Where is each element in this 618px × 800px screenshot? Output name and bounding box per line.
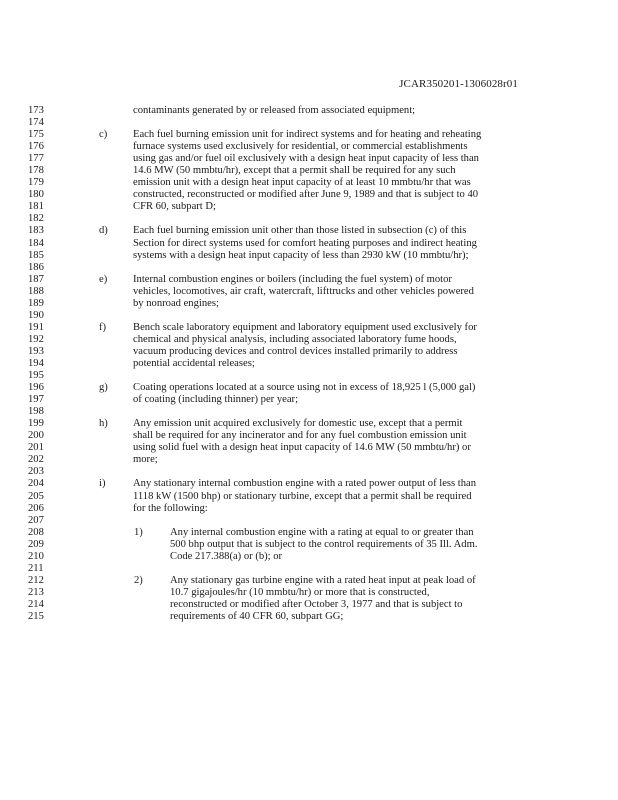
document-line <box>0 165 618 177</box>
document-line <box>0 117 618 129</box>
subsection-label: c) <box>99 129 108 141</box>
document-line <box>0 563 618 575</box>
line-number: 210 <box>28 550 44 562</box>
line-text: using gas and/or fuel oil exclusively with a design heat input capacity of less than <box>133 153 479 165</box>
document-line <box>0 286 618 298</box>
line-number: 194 <box>28 357 44 369</box>
document-line <box>0 262 618 274</box>
line-text: emission unit with a design heat input capacity of at least 10 mmbtu/hr that was <box>133 177 471 189</box>
document-line <box>0 430 618 442</box>
document-line <box>0 454 618 466</box>
document-line <box>0 238 618 250</box>
line-number: 178 <box>28 165 44 177</box>
line-text: vacuum producing devices and control devices installed primarily to address <box>133 345 458 357</box>
line-text: of coating (including thinner) per year; <box>133 394 299 406</box>
document-line <box>0 575 618 587</box>
document-line <box>0 406 618 418</box>
line-number: 182 <box>28 213 44 225</box>
document-line <box>0 442 618 454</box>
line-number: 177 <box>28 153 44 165</box>
document-line <box>0 539 618 551</box>
document-line <box>0 611 618 623</box>
line-text: constructed, reconstructed or modified after June 9, 1989 and that is subject to 40 <box>133 189 479 201</box>
subsection-label: d) <box>99 225 108 237</box>
document-line <box>0 418 618 430</box>
line-number: 212 <box>28 574 44 586</box>
line-number: 189 <box>28 297 44 309</box>
line-text: CFR 60, subpart D; <box>133 201 216 213</box>
line-number: 195 <box>28 370 44 382</box>
line-text: contaminants generated by or released from associated equipment; <box>133 105 416 116</box>
line-number: 192 <box>28 333 44 345</box>
subsection-label: h) <box>99 418 108 430</box>
line-number: 206 <box>28 502 44 514</box>
line-text: using solid fuel with a design heat input capacity of 14.6 MW (50 mmbtu/hr) or <box>133 442 471 454</box>
line-number: 214 <box>28 598 44 610</box>
line-number: 207 <box>28 514 44 526</box>
document-line <box>0 129 618 141</box>
line-number: 196 <box>28 382 44 394</box>
subsection-label: 2) <box>134 574 143 586</box>
document-line <box>0 515 618 527</box>
line-text: reconstructed or modified after October 3, 1977 and that is subject to <box>170 598 463 610</box>
line-number: 173 <box>28 105 44 116</box>
line-number: 209 <box>28 538 44 550</box>
document-line <box>0 250 618 262</box>
line-number: 174 <box>28 117 44 129</box>
document-line <box>0 466 618 478</box>
document-line <box>0 587 618 599</box>
document-line <box>0 346 618 358</box>
document-line <box>0 394 618 406</box>
line-text: Each fuel burning emission unit other than those listed in subsection (c) of this <box>133 225 467 237</box>
line-number: 200 <box>28 430 44 442</box>
line-number: 204 <box>28 478 44 490</box>
line-number: 187 <box>28 273 44 285</box>
line-text: shall be required for any incinerator and for any fuel combustion emission unit <box>133 430 467 442</box>
subsection-label: 1) <box>134 526 143 538</box>
line-number: 203 <box>28 466 44 478</box>
line-number: 183 <box>28 225 44 237</box>
document-header-code: JCAR350201-1306028r01 <box>399 78 518 90</box>
line-number: 180 <box>28 189 44 201</box>
line-number: 197 <box>28 394 44 406</box>
line-number: 184 <box>28 237 44 249</box>
line-number: 211 <box>28 562 44 574</box>
line-text: Any stationary internal combustion engine with a rated power output of less than <box>133 478 477 490</box>
line-text: chemical and physical analysis, including associated laboratory fume hoods, <box>133 333 457 345</box>
line-number: 202 <box>28 454 44 466</box>
document-line <box>0 503 618 515</box>
document-line <box>0 105 618 117</box>
subsection-label: g) <box>99 382 108 394</box>
document-line <box>0 382 618 394</box>
document-line <box>0 274 618 286</box>
document-line <box>0 177 618 189</box>
line-text: potential accidental releases; <box>133 357 255 369</box>
document-line <box>0 213 618 225</box>
line-text: for the following: <box>133 502 208 514</box>
line-number: 188 <box>28 285 44 297</box>
subsection-label: i) <box>99 478 106 490</box>
line-text: vehicles, locomotives, air craft, watercraft, lifttrucks and other vehicles powered <box>133 285 474 297</box>
line-text: Bench scale laboratory equipment and laboratory equipment used exclusively for <box>133 321 477 333</box>
line-number: 205 <box>28 490 44 502</box>
subsection-label: e) <box>99 273 108 285</box>
line-text: Section for direct systems used for comfort heating purposes and indirect heating <box>133 237 477 249</box>
line-text: Coating operations located at a source using not in excess of 18,925 l (5,000 gal) <box>133 382 476 394</box>
line-number: 215 <box>28 610 44 622</box>
document-line <box>0 310 618 322</box>
line-text: Internal combustion engines or boilers (including the fuel system) of motor <box>133 273 452 285</box>
document-line <box>0 141 618 153</box>
line-number: 185 <box>28 249 44 261</box>
line-text: 500 bhp output that is subject to the control requirements of 35 Ill. Adm. <box>170 538 478 550</box>
document-line <box>0 599 618 611</box>
document-line <box>0 358 618 370</box>
document-line <box>0 153 618 165</box>
line-text: requirements of 40 CFR 60, subpart GG; <box>170 610 344 622</box>
document-line <box>0 189 618 201</box>
line-text: systems with a design heat input capacity of less than 2930 kW (10 mmbtu/hr); <box>133 249 469 261</box>
line-text: by nonroad engines; <box>133 297 219 309</box>
line-number: 193 <box>28 345 44 357</box>
document-line <box>0 370 618 382</box>
document-line <box>0 551 618 563</box>
line-text: Any stationary gas turbine engine with a rated heat input at peak load of <box>170 574 476 586</box>
document-line <box>0 527 618 539</box>
document-line <box>0 201 618 213</box>
line-text: Code 217.388(a) or (b); or <box>170 550 283 562</box>
document-line <box>0 298 618 310</box>
line-text: Any internal combustion engine with a rating at equal to or greater than <box>170 526 474 538</box>
line-number: 175 <box>28 129 44 141</box>
line-text: 10.7 gigajoules/hr (10 mmbtu/hr) or more that is constructed, <box>170 586 430 598</box>
line-number: 198 <box>28 406 44 418</box>
line-number: 199 <box>28 418 44 430</box>
line-text: 1118 kW (1500 bhp) or stationary turbine, except that a permit shall be required <box>133 490 472 502</box>
line-number: 176 <box>28 141 44 153</box>
line-number: 208 <box>28 526 44 538</box>
document-line <box>0 491 618 503</box>
document-line <box>0 478 618 490</box>
line-number: 201 <box>28 442 44 454</box>
document-line <box>0 334 618 346</box>
line-text: Any emission unit acquired exclusively for domestic use, except that a permit <box>133 418 463 430</box>
document-line <box>0 225 618 237</box>
line-number: 179 <box>28 177 44 189</box>
line-number: 191 <box>28 321 44 333</box>
line-number: 181 <box>28 201 44 213</box>
line-number: 190 <box>28 309 44 321</box>
line-text: 14.6 MW (50 mmbtu/hr), except that a permit shall be required for any such <box>133 165 456 177</box>
subsection-label: f) <box>99 321 107 333</box>
document-body <box>0 105 618 623</box>
line-number: 213 <box>28 586 44 598</box>
document-line <box>0 322 618 334</box>
line-text: Each fuel burning emission unit for indirect systems and for heating and reheating <box>133 129 482 141</box>
line-number: 186 <box>28 261 44 273</box>
line-text: more; <box>133 454 158 466</box>
line-text: furnace systems used exclusively for residential, or commercial establishments <box>133 141 468 153</box>
